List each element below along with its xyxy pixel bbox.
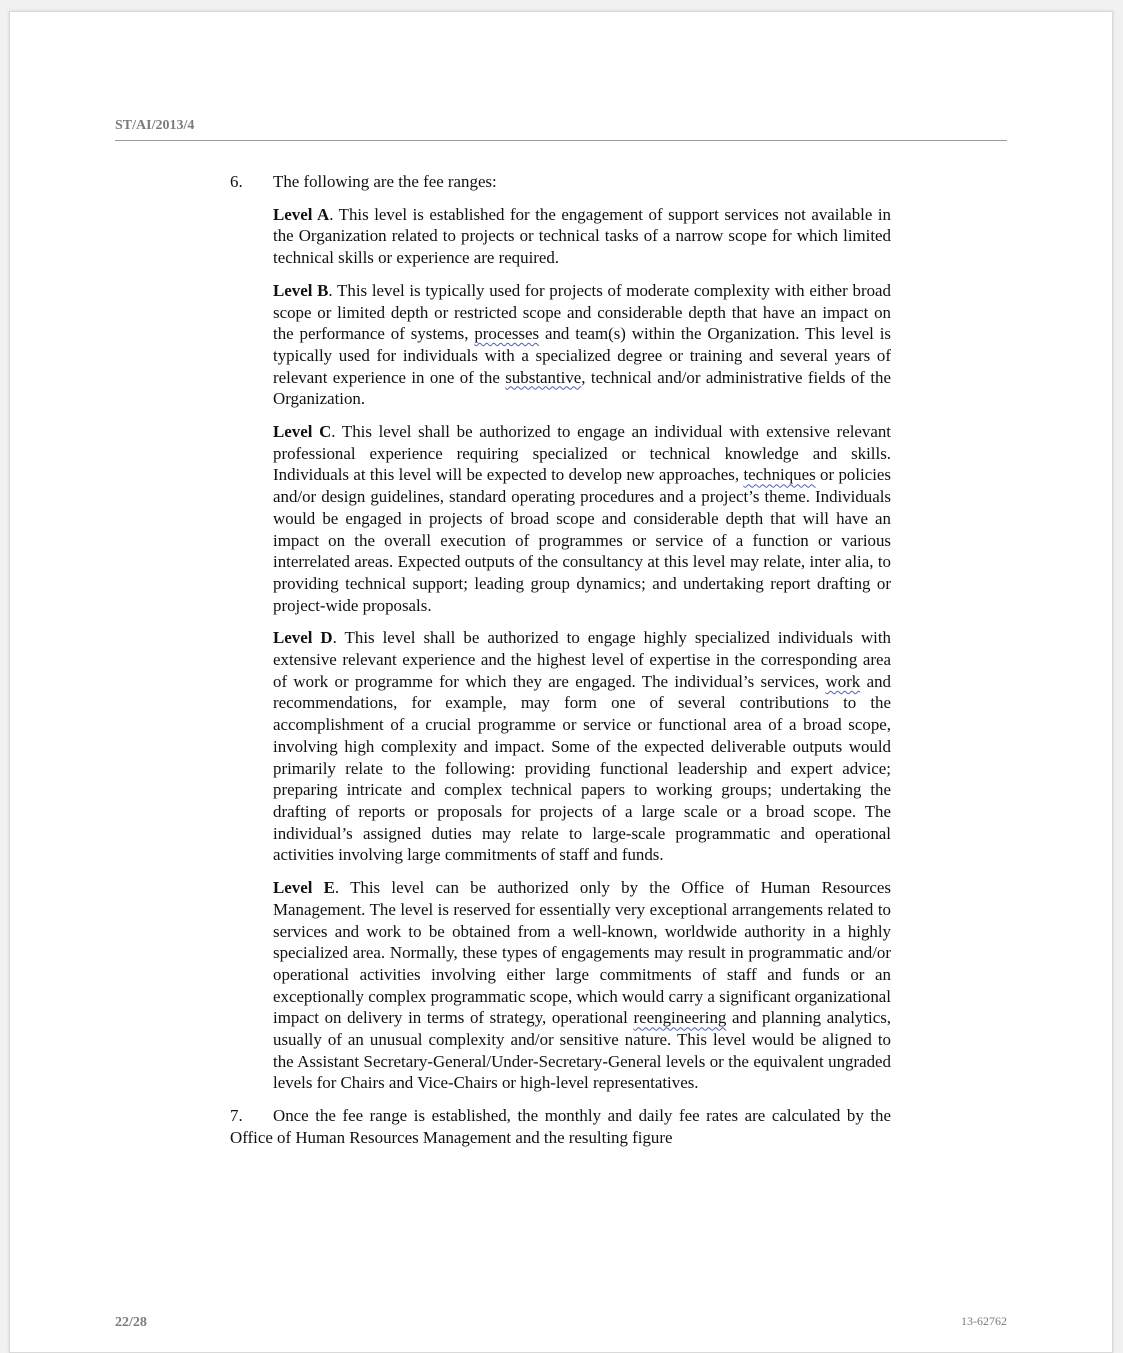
spellcheck-flagged-word[interactable]: reengineering [633, 1008, 727, 1028]
level-a-paragraph [273, 204, 891, 269]
level-text: and team(s) within the Organization. This level is typically used for individuals with a specialized degree or training and several years of relevant experience in one of the [273, 324, 891, 387]
level-label: Level C [273, 422, 332, 442]
page-number: 22/28 [115, 1315, 147, 1330]
level-text: and planning analytics, usually of an unusual complexity and/or sensitive nature. This level would be aligned to the Assistant Secretary-General/Under-Secretary-General levels or the equivalent ungraded levels for Chairs and Vice-Chairs or high-level representatives. [273, 1008, 892, 1093]
level-label: Level D [273, 628, 333, 648]
document-number: 13-62762 [961, 1314, 1007, 1328]
level-text: . This level can be authorized only by the Office of Human Resources Management. The level is reserved for essentially very exceptional arrangements related to services and work to be obtained from a well-known, worldwide authority in a highly specialized area. Normally, these types of engagements may result in programmatic and/or operational activities involving either large commitments of staff and funds or an exceptionally complex programmatic scope, which would carry a significant organizational impact on delivery in terms of strategy, operational [273, 878, 891, 1028]
level-text: or policies and/or design guidelines, standard operating procedures and a project’s theme. Individuals would be engaged in projects of broad scope and considerable depth that will have an impact on the overall execution of programmes or service of a function or various interrelated areas. Expected outputs of the consultancy at this level may relate, inter alia, to providing technical support; leading group dynamics; and undertaking report drafting or project-wide proposals. [273, 465, 891, 615]
level-c-paragraph [273, 421, 891, 616]
header-rule [115, 140, 1007, 141]
document-page [9, 11, 1113, 1353]
level-text: . This level shall be authorized to engage an individual with extensive relevant professional experience requiring specialized or technical knowledge and skills. Individuals at this level will be expected to develop new approaches, [273, 422, 891, 485]
spellcheck-flagged-word[interactable]: work [825, 671, 861, 691]
paragraph-6 [230, 171, 891, 193]
level-label: Level A [273, 204, 330, 224]
level-text: , technical and/or administrative fields of the Organization. [273, 367, 891, 409]
paragraph-7 [230, 1105, 891, 1148]
paragraph-text: Once the fee range is established, the monthly and daily fee rates are calculated by the Office of Human Resources Management and the resulting figure [230, 1106, 891, 1147]
document-body [230, 171, 891, 1149]
level-text: . This level is established for the engagement of support services not available in the Organization related to projects or technical tasks of a narrow scope for which limited technical skills or experience are required. [273, 204, 891, 268]
document-symbol: ST/AI/2013/4 [115, 118, 195, 133]
level-text: . This level shall be authorized to engage highly specialized individuals with extensive relevant experience and the highest level of expertise in the corresponding area of work or programme for which they are engaged. The individual’s services, [273, 628, 891, 691]
level-text: . This level is typically used for projects of moderate complexity with either broad scope or limited depth or restricted scope and considerable depth that have an impact on the performance of systems, [273, 280, 891, 344]
spellcheck-flagged-word[interactable]: techniques [743, 465, 816, 485]
level-b-paragraph [273, 280, 891, 410]
level-label: Level E [273, 878, 335, 898]
spellcheck-flagged-word[interactable]: processes [474, 324, 540, 344]
paragraph-intro: The following are the fee ranges: [273, 172, 497, 191]
level-d-paragraph [273, 627, 891, 866]
paragraph-number: 6. [230, 172, 243, 191]
level-label: Level B [273, 280, 329, 300]
level-text: and recommendations, for example, may form one of several contributions to the accomplishment of a crucial programme or service or functional area of a broad scope, involving high complexity and impact. Some of the expected deliverable outputs would primarily relate to the following: providing functional leadership and expert advice; preparing intricate and complex technical papers to working groups; undertaking the drafting of reports or proposals for projects of a large scale or a broad scope. The individual’s assigned duties may relate to large-scale programmatic and operational activities involving large commitments of staff and funds. [273, 671, 891, 865]
paragraph-number: 7. [230, 1106, 243, 1126]
spellcheck-flagged-word[interactable]: substantive [505, 367, 582, 387]
level-e-paragraph [273, 877, 891, 1094]
